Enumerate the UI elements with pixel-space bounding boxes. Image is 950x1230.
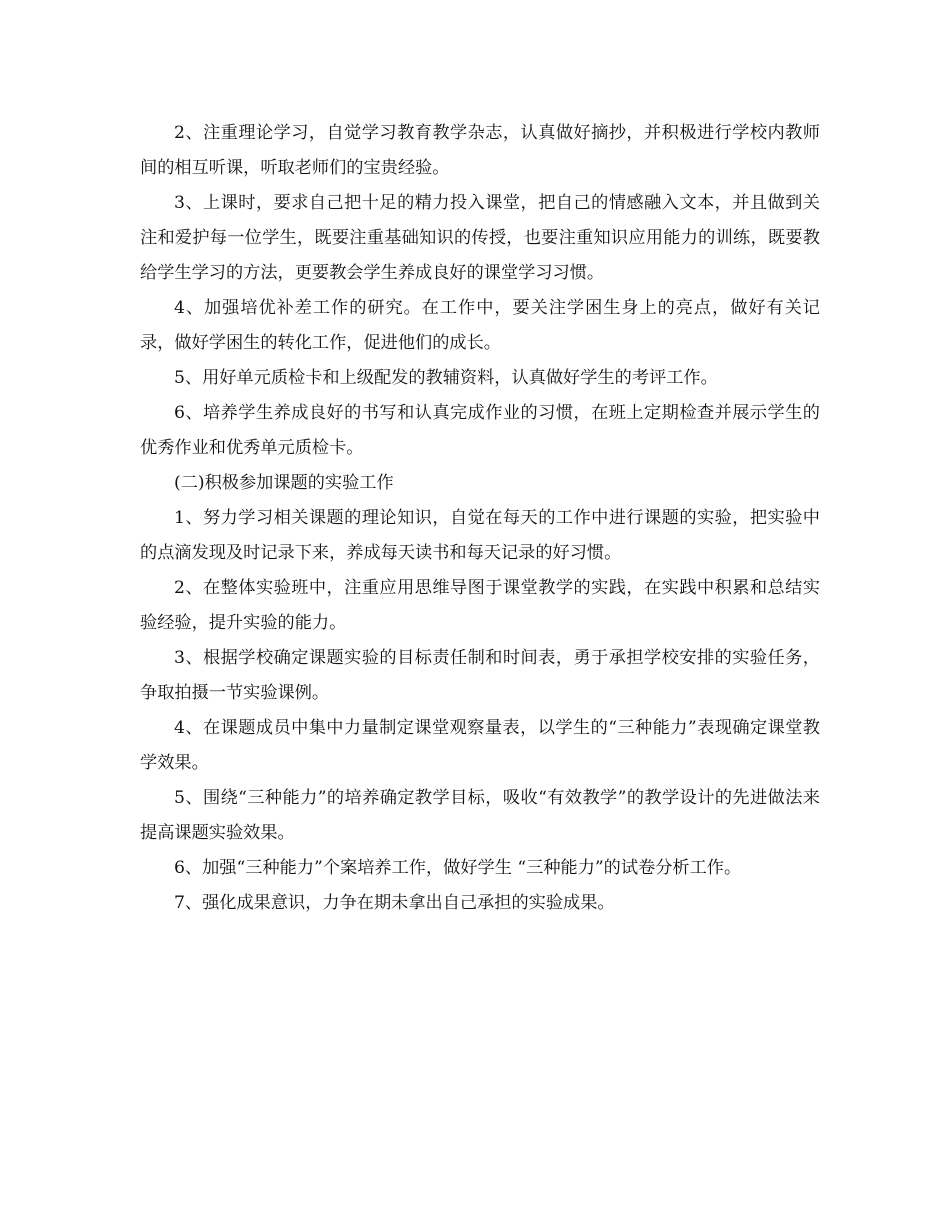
experiment-item-6: 6、加强“三种能力”个案培养工作，做好学生 “三种能力”的试卷分析工作。 <box>174 858 742 878</box>
experiment-item-2: 2、在整体实验班中，注重应用思维导图于课堂教学的实践，在实践中积累和总结实验经验，提升实验的能力。 <box>140 578 820 633</box>
paragraph-item-2: 2、注重理论学习，自觉学习教育教学杂志，认真做好摘抄，并积极进行学校内教师间的相互听课，听取老师们的宝贵经验。 <box>140 123 820 178</box>
paragraph-item-4: 4、加强培优补差工作的研究。在工作中，要关注学困生身上的亮点，做好有关记录，做好学困生的转化工作，促进他们的成长。 <box>140 298 820 353</box>
paragraph-item-5: 5、用好单元质检卡和上级配发的教辅资料，认真做好学生的考评工作。 <box>174 368 718 388</box>
document-body <box>140 116 820 921</box>
experiment-item-1: 1、努力学习相关课题的理论知识，自觉在每天的工作中进行课题的实验，把实验中的点滴发现及时记录下来，养成每天读书和每天记录的好习惯。 <box>140 508 820 563</box>
experiment-item-3: 3、根据学校确定课题实验的目标责任制和时间表，勇于承担学校安排的实验任务，争取拍摄一节实验课例。 <box>140 648 820 703</box>
section-heading: (二)积极参加课题的实验工作 <box>174 473 394 493</box>
experiment-item-7: 7、强化成果意识，力争在期未拿出自己承担的实验成果。 <box>174 893 615 913</box>
experiment-item-5: 5、围绕“三种能力”的培养确定教学目标，吸收“有效教学”的教学设计的先进做法来提高课题实验效果。 <box>140 788 820 843</box>
paragraph-item-3: 3、上课时，要求自己把十足的精力投入课堂，把自己的情感融入文本，并且做到关注和爱护每一位学生，既要注重基础知识的传授，也要注重知识应用能力的训练，既要教给学生学习的方法，更要教会学生养成良好的课堂学习习惯。 <box>140 193 820 283</box>
experiment-item-4: 4、在课题成员中集中力量制定课堂观察量表，以学生的“三种能力”表现确定课堂教学效果。 <box>140 718 820 773</box>
paragraph-item-6: 6、培养学生养成良好的书写和认真完成作业的习惯，在班上定期检查并展示学生的优秀作业和优秀单元质检卡。 <box>140 403 820 458</box>
